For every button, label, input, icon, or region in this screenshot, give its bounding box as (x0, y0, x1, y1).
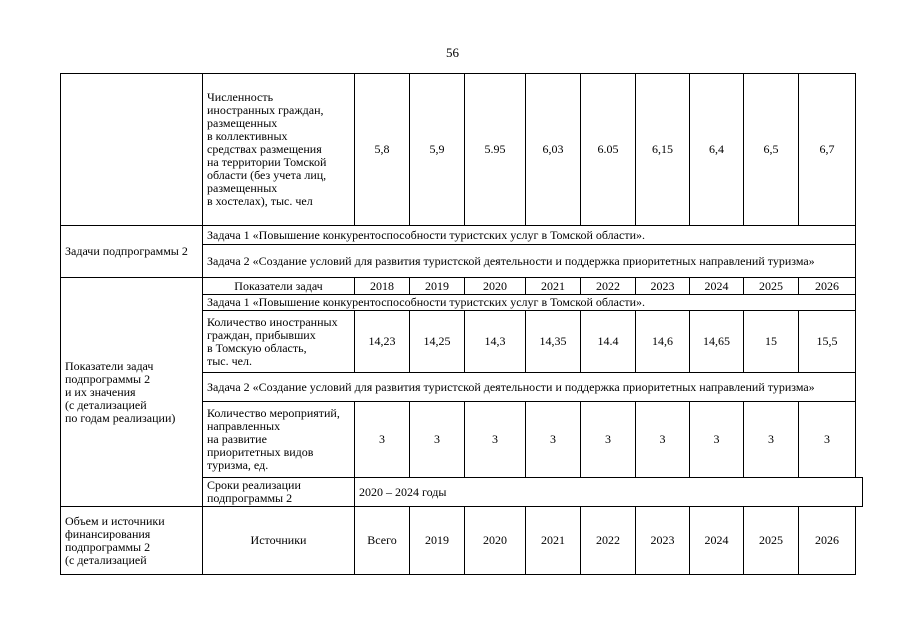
value-cell: 3 (636, 402, 690, 478)
subprogram-table (60, 73, 863, 575)
year-header: 2023 (636, 507, 690, 575)
terms-value: 2020 – 2024 годы (355, 478, 863, 507)
funding-row (61, 507, 863, 575)
year-header: 2024 (690, 507, 744, 575)
value-cell: 5,8 (355, 74, 410, 226)
indicator-description: Количество мероприятий, направленных на развитие приоритетных видов туризма, ед. (203, 402, 355, 478)
value-cell: 3 (690, 402, 744, 478)
value-cell: 6,4 (690, 74, 744, 226)
task-2-text: Задача 2 «Создание условий для развития туристской деятельности и поддержка приоритетных направлений туризма» (203, 245, 856, 278)
page-number: 56 (446, 45, 459, 60)
value-cell: 6,03 (526, 74, 581, 226)
indicators-section-label: Показатели задач подпрограммы 2 и их значения (с детализацией по годам реализации) (61, 278, 203, 507)
value-cell: 3 (581, 402, 636, 478)
year-header: 2022 (581, 278, 636, 295)
empty-section-cell (61, 74, 203, 226)
year-header: 2021 (526, 507, 581, 575)
value-cell: 3 (799, 402, 856, 478)
year-header: 2020 (465, 507, 526, 575)
value-cell: 3 (410, 402, 465, 478)
year-header: 2026 (799, 507, 856, 575)
total-label: Всего (355, 507, 410, 575)
tasks-row-1 (61, 226, 863, 245)
task-1-text: Задача 1 «Повышение конкурентоспособности туристских услуг в Томской области». (203, 226, 856, 245)
value-cell: 14,3 (465, 311, 526, 373)
year-header: 2018 (355, 278, 410, 295)
year-header: 2021 (526, 278, 581, 295)
value-cell: 5,9 (410, 74, 465, 226)
value-cell: 15 (744, 311, 799, 373)
funding-section-label: Объем и источники финансирования подпрограммы 2 (с детализацией (61, 507, 203, 575)
value-cell: 6.05 (581, 74, 636, 226)
year-header: 2022 (581, 507, 636, 575)
indicator-row-foreign-citizens-accommodated (61, 74, 863, 226)
value-cell: 14,25 (410, 311, 465, 373)
value-cell: 3 (465, 402, 526, 478)
indicators-header-row (61, 278, 863, 295)
year-header: 2023 (636, 278, 690, 295)
value-cell: 5.95 (465, 74, 526, 226)
value-cell: 14,6 (636, 311, 690, 373)
value-cell: 14.4 (581, 311, 636, 373)
value-cell: 6,7 (799, 74, 856, 226)
sources-label: Источники (203, 507, 355, 575)
value-cell: 14,65 (690, 311, 744, 373)
indicators-header-label: Показатели задач (203, 278, 355, 295)
value-cell: 3 (744, 402, 799, 478)
indicator-description: Численность иностранных граждан, размещенных в коллективных средствах размещения на территории Томской области (без учета лиц, размещенных в хостелах), тыс. чел (203, 74, 355, 226)
year-header: 2019 (410, 507, 465, 575)
task-1-text: Задача 1 «Повышение конкурентоспособности туристских услуг в Томской области». (203, 295, 856, 311)
value-cell: 6,5 (744, 74, 799, 226)
terms-section-label: Сроки реализации подпрограммы 2 (203, 478, 355, 507)
value-cell: 3 (526, 402, 581, 478)
value-cell: 14,35 (526, 311, 581, 373)
task-2-text: Задача 2 «Создание условий для развития туристской деятельности и поддержка приоритетных направлений туризма» (203, 373, 856, 402)
value-cell: 3 (355, 402, 410, 478)
year-header: 2020 (465, 278, 526, 295)
year-header: 2025 (744, 278, 799, 295)
year-header: 2025 (744, 507, 799, 575)
value-cell: 6,15 (636, 74, 690, 226)
year-header: 2024 (690, 278, 744, 295)
value-cell: 14,23 (355, 311, 410, 373)
tasks-section-label: Задачи подпрограммы 2 (61, 226, 203, 278)
year-header: 2019 (410, 278, 465, 295)
indicator-description: Количество иностранных граждан, прибывших в Томскую область, тыс. чел. (203, 311, 355, 373)
year-header: 2026 (799, 278, 856, 295)
value-cell: 15,5 (799, 311, 856, 373)
